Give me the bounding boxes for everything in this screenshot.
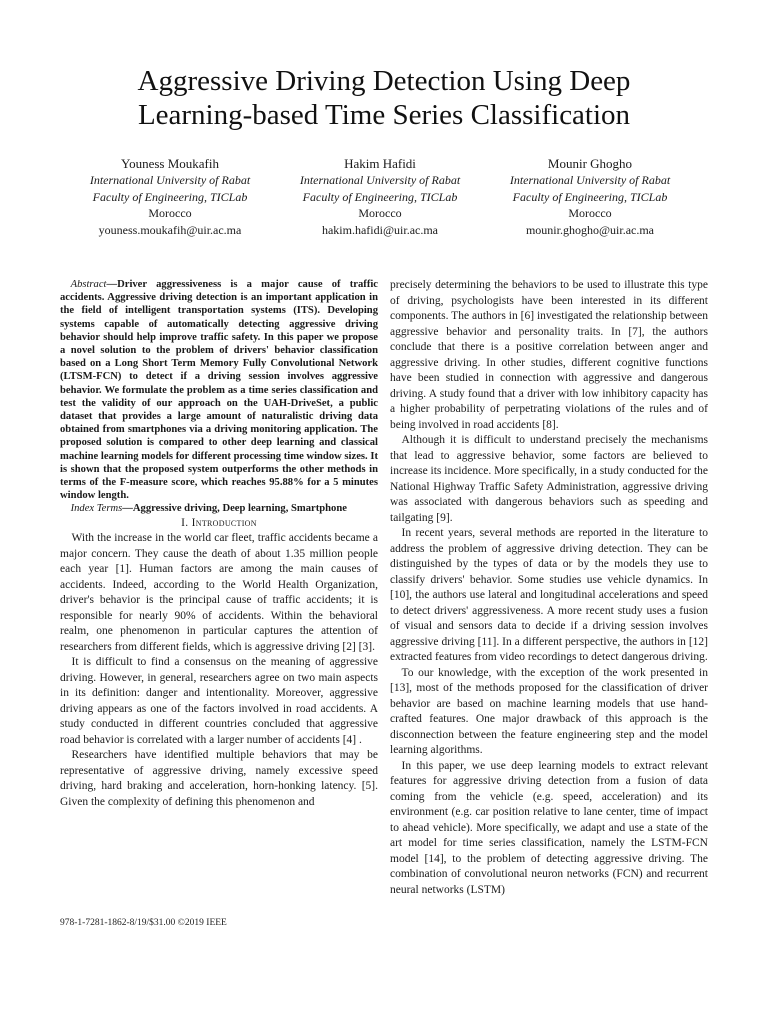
paragraph: In recent years, several methods are reported in the literature to address the problem of aggressive driving detection. They can be distinguished by the types of data or by the models they use to classify drivers' behavior. Some studies use vehicle dynamics. In [10], the authors use lateral and longitudinal accelerations and speed to detect drivers' aggressiveness. A more recent study uses a fusion of visual and sensors data to decide if a driving session involves aggressive driving [11]. In a different perspective, the authors in [12] extracted features from video recordings to detect dangerous driving.: [390, 527, 708, 663]
author-affiliation: International University of Rabat: [299, 173, 461, 187]
paper-title: [0, 64, 768, 132]
abstract: [60, 278, 378, 502]
author-department: Faculty of Engineering, TICLab: [512, 189, 668, 204]
author-name: Mounir Ghogho: [547, 156, 633, 171]
author-country: Morocco: [568, 206, 612, 220]
abstract-label: Abstract: [70, 279, 107, 290]
author-name: Youness Moukafih: [121, 156, 219, 171]
paragraph: precisely determining the behaviors to be used to illustrate this type of driving, psychologists have been interested in its different components. The authors in [6] investigated the relationship between aggressive behavior and personality traits. In [7], the authors conclude that there is a positive correlation between anger and aggressive driving. In other studies, different cognitive functions have been studied in connection with aggressive and dangerous driving. A study found that a driver with low inhibitory capacity has a higher probability of perpetrating violations of the rules and of being involved in road accidents [8].: [390, 279, 708, 431]
paragraph: Researchers have identified multiple behaviors that may be representative of aggressive driving, namely excessive speed driving, hard braking and acceleration, horn-honking latency. [5]. Given the complexity of defining this phenomenon and: [60, 749, 378, 808]
author-department: Faculty of Engineering, TICLab: [92, 189, 248, 204]
paragraph: To our knowledge, with the exception of the work presented in [13], most of the methods proposed for the classification of driver behavior are based on machine learning models that use hand-crafted features. One major drawback of this approach is the disconnection between the feature engineering step and the model learning algorithms.: [390, 666, 708, 756]
abstract-text: —Driver aggressiveness is a major cause of traffic accidents. Aggressive driving detection is an important application in the field of intelligent transportation systems (ITS). Developing systems capable of automatically detecting aggressive driving behavior should help improve traffic safety. In this paper we propose a novel solution to the problem of drivers' behavior classification based on a Long Short Term Memory Fully Convolutional Network (LTSM-FCN) to detect if a driving session involves aggressive behavior. We formulate the problem as a time series classification and test the validity of our approach on the UAH-DriveSet, a public dataset that provides a large amount of naturalistic driving data obtained from smartphones via a driving monitoring application. The proposed solution is compared to other deep learning and classical machine learning models for different processing time window sizes. It is shown that the proposed system outperforms the other methods in terms of the F-measure score, which reaches 95.88% for a 5 minutes window length.: [60, 279, 378, 502]
copyright-footer: 978-1-7281-1862-8/19/$31.00 ©2019 IEEE: [60, 918, 227, 928]
author-department: Faculty of Engineering, TICLab: [302, 189, 458, 204]
author-email: youness.moukafih@uir.ac.ma: [98, 222, 242, 237]
title-line-2: Learning-based Time Series Classification: [137, 99, 631, 131]
author-2: [270, 155, 490, 238]
author-3: [480, 155, 700, 238]
right-column: [390, 278, 708, 898]
index-terms-label: Index Terms: [70, 503, 123, 515]
author-affiliation: International University of Rabat: [509, 173, 671, 187]
index-terms: [60, 502, 378, 515]
author-country: Morocco: [148, 206, 192, 220]
author-1: [60, 155, 280, 238]
paragraph: With the increase in the world car fleet, traffic accidents became a major concern. They cause the death of about 1.35 million people each year [1]. Human factors are among the main causes of accidents. Indeed, according to the World Health Organization, driver's behavior is the principal cause of traffic accidents; it is responsible for nearly 90% of accidents. Within the behavioral realm, one phenomenon in particular captures the attention of researchers from different fields, which is aggressive driving [2] [3].: [60, 532, 378, 653]
author-country: Morocco: [358, 206, 402, 220]
left-column: [60, 278, 378, 810]
paragraph: Although it is difficult to understand precisely the mechanisms that lead to aggressive behavior, some factors are believed to increase its incidence. More specifically, in a study conducted for the National Highway Traffic Safety Administration, aggressive driving was associated with dangerous behaviors such as speeding and tailgating [9].: [390, 434, 708, 524]
paragraph: In this paper, we use deep learning models to extract relevant features for aggressive driving detection from a fusion of data coming from the vehicle (e.g. speed, acceleration) and its environment (e.g. car position relative to lane center, time of impact to ahead vehicle). More specifically, we adapt and use a state of the art model for time series classification, namely the LSTM-FCN model [14], to the problem of detecting aggressive driving. The combination of convolutional neuron networks (FCN) and recurrent neural networks (LSTM): [390, 759, 708, 896]
author-email: mounir.ghogho@uir.ac.ma: [525, 222, 655, 237]
section-heading-introduction: I. Introduction: [181, 516, 257, 529]
author-name: Hakim Hafidi: [344, 156, 416, 171]
author-email: hakim.hafidi@uir.ac.ma: [321, 222, 438, 237]
index-terms-text: —Aggressive driving, Deep learning, Smartphone: [122, 503, 347, 515]
paragraph: It is difficult to find a consensus on the meaning of aggressive driving. However, in general, researchers agree on two main aspects in its definition: danger and intentionality. Moreover, aggressive driving appears as one of the factors involved in road accidents. A study conducted in different countries concluded that aggressive road behavior is correlated with a larger number of accidents [4] .: [60, 656, 378, 746]
title-line-1: Aggressive Driving Detection Using Deep: [137, 65, 631, 97]
author-affiliation: International University of Rabat: [89, 173, 251, 187]
